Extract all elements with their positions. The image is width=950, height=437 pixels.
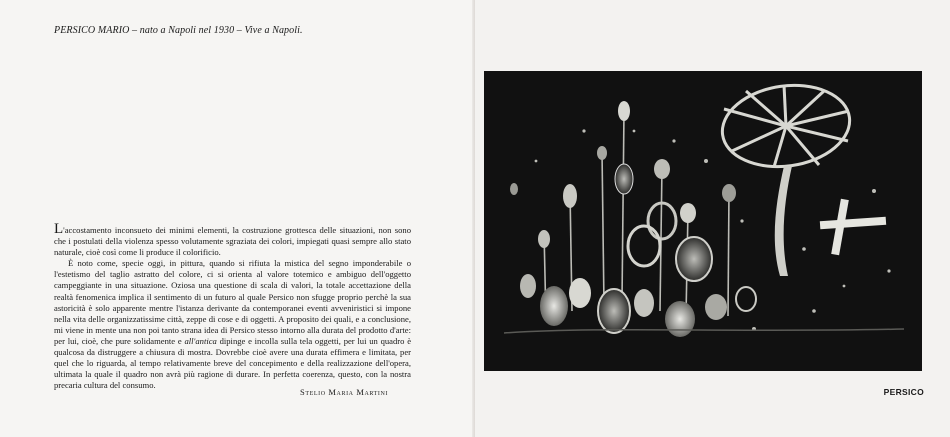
artwork-reproduction — [484, 71, 922, 371]
artwork-image — [484, 71, 922, 371]
author-signature: Stelio Maria Martini — [300, 387, 389, 397]
essay-paragraph-2 — [54, 258, 411, 391]
essay-p1-text: 'accostamento inconsueto dei minimi elementi, la costruzione grottesca delle situazioni, non sono che i postulati della violenza spesso volutamente sgraziata dei colori, impiegati quasi sempre allo stato naturale, cioè così come li produce il colorificio. — [54, 225, 411, 258]
essay-p2-emphasis: all'antica — [184, 335, 217, 346]
artist-header: PERSICO MARIO – nato a Napoli nel 1930 – Vive a Napoli. — [54, 25, 303, 36]
essay-text — [54, 221, 412, 391]
drop-cap: L — [54, 221, 64, 237]
artwork-caption: PERSICO — [883, 387, 924, 397]
essay-paragraph-1 — [54, 221, 411, 258]
essay-p2-text-b: dipinge e incolla sulla tela oggetti, per lui un quadro è qualcosa da distruggere a chiusura di mostra. Dovrebbe cioè avere una durata effimera e limitata, per quel che lo riguarda, al tempo relativamente breve del concepimento e della realizzazione dell'opera, ultimata la quale il quadro non avrà più ragione di durare. In perfetta coerenza, questo, con la nostra precaria cultura del consumo. — [54, 335, 412, 391]
left-page — [0, 0, 474, 437]
essay-p2-text-a: È noto come, specie oggi, in pittura, quando si rifiuta la mistica del segno imponderabile o l'estetismo del taglio astratto del colore, ci si orienta al valore totemico e ambiguo dell'oggetto campeggiante in una situazione. Oziosa una questione di scala di valori, la totale accettazione della realtà fenomenica implica il sentimento di un futuro al quale Persico non sfugge proprio perchè la sua astoricità è solo apparente mentre l'istanza derivante da contemporanei eventi avveniristici si impone nella vita delle organizzatissime città, zeppe di cose e di oggetti. A proposito dei quali, e a conclusione, mi viene in mente una non poi tanto strana idea di Persico stesso intorno alla durata del prodotto d'arte: per lui, cioè, che pure solidamente e — [54, 258, 411, 346]
